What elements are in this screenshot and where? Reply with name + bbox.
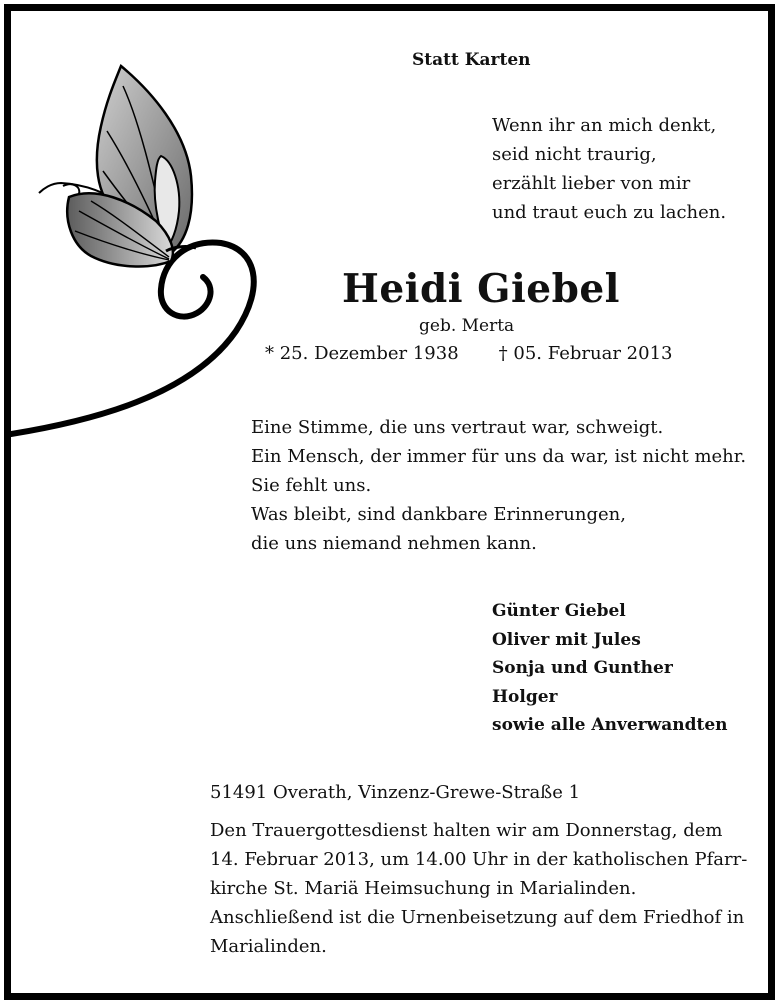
quote-line: Was bleibt, sind dankbare Erinnerungen, (251, 504, 626, 525)
birth-name: geb. Merta (419, 316, 515, 336)
quote-line: Eine Stimme, die uns vertraut war, schweigt. (251, 417, 664, 438)
notice-header: Statt Karten (412, 50, 531, 70)
service-line: Marialinden. (210, 936, 327, 957)
mourner: Oliver mit Jules (492, 629, 641, 650)
address: 51491 Overath, Vinzenz-Grewe-Straße 1 (210, 782, 581, 803)
poem-line: erzählt lieber von mir (492, 173, 691, 194)
service-line: Anschließend ist die Urnenbeisetzung auf dem Friedhof in (210, 907, 745, 928)
deceased-name: Heidi Giebel (342, 266, 620, 312)
mourner: Holger (492, 686, 558, 707)
service-line: 14. Februar 2013, um 14.00 Uhr in der katholischen Pfarr- (210, 849, 748, 870)
mourner: Günter Giebel (492, 601, 626, 621)
poem (492, 111, 726, 227)
butterfly-icon (11, 11, 291, 461)
poem-line: seid nicht traurig, (492, 144, 657, 165)
life-dates (265, 343, 672, 364)
quote-line: Sie fehlt uns. (251, 475, 372, 496)
quote-line: die uns niemand nehmen kann. (251, 533, 537, 554)
service-info (210, 816, 748, 961)
mourners-list (492, 597, 728, 740)
birth-date: * 25. Dezember 1938 (265, 343, 459, 364)
service-line: kirche St. Mariä Heimsuchung in Marialinden. (210, 878, 637, 899)
mourner: Sonja und Gunther (492, 658, 673, 678)
poem-line: und traut euch zu lachen. (492, 202, 727, 223)
service-line: Den Trauergottesdienst halten wir am Donnerstag, dem (210, 820, 723, 841)
mourner: sowie alle Anverwandten (492, 715, 728, 735)
quote-line: Ein Mensch, der immer für uns da war, ist nicht mehr. (251, 446, 747, 467)
poem-line: Wenn ihr an mich denkt, (492, 115, 717, 136)
memorial-quote (251, 413, 746, 558)
death-date: † 05. Februar 2013 (498, 343, 673, 364)
